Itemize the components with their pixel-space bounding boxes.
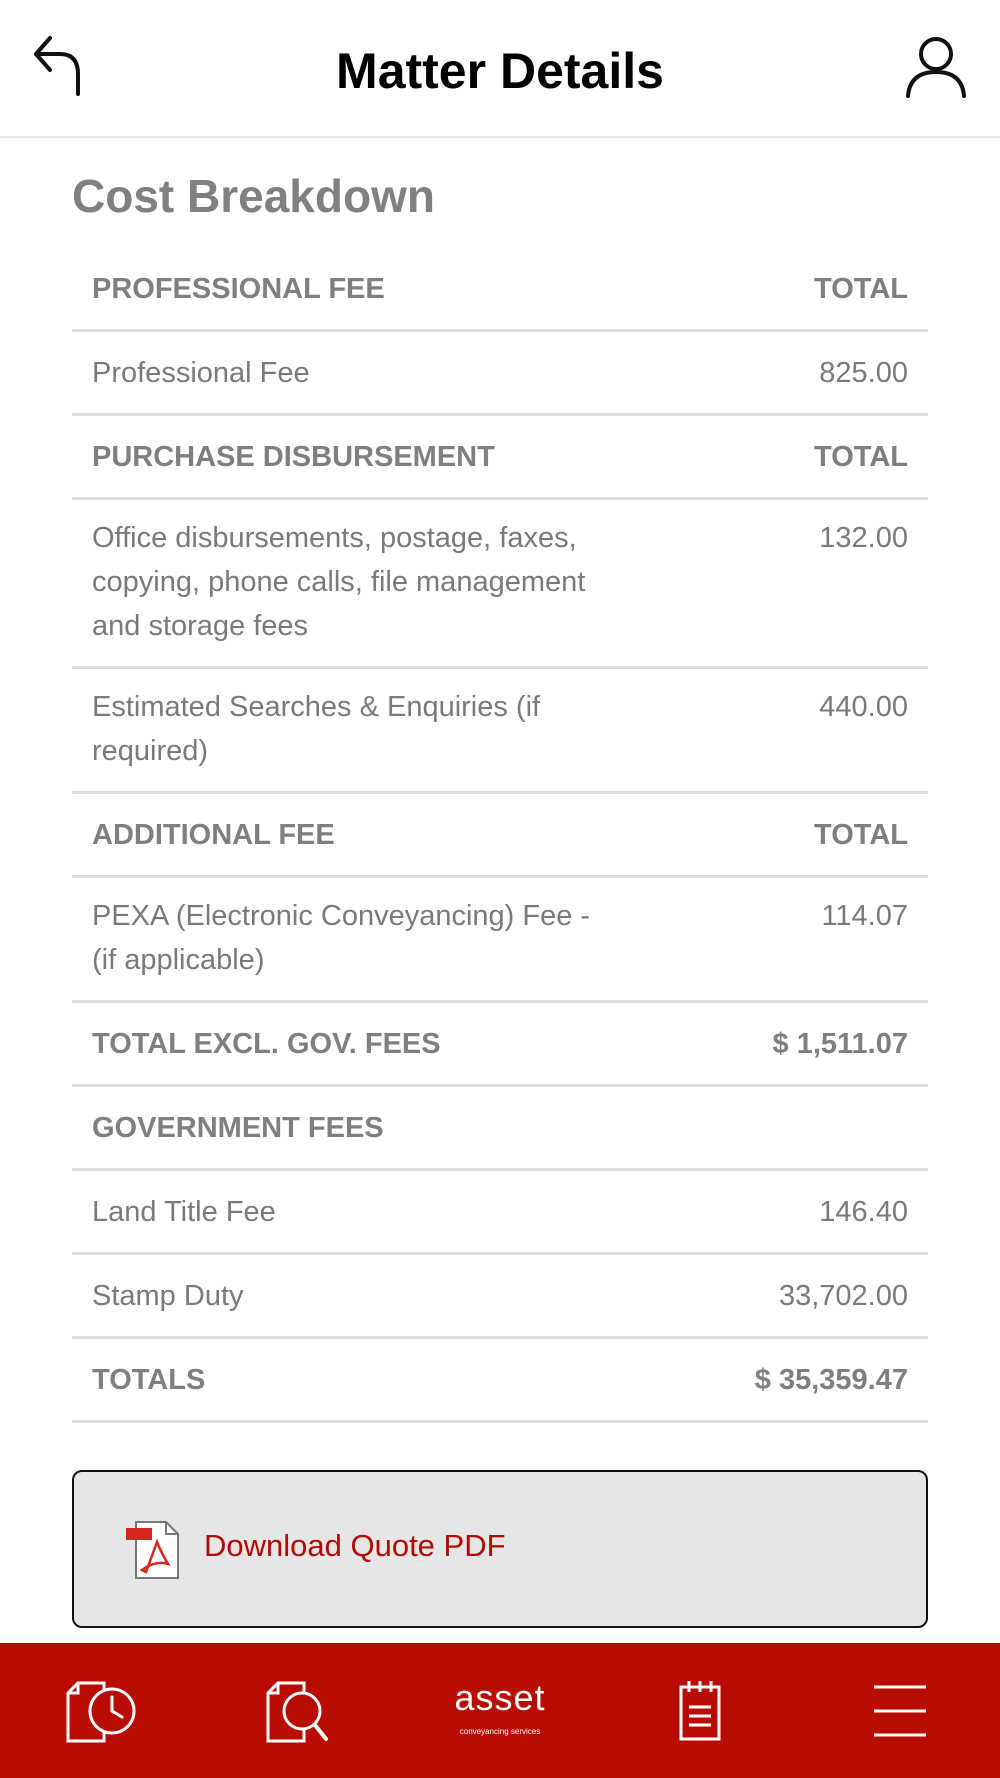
user-profile-icon[interactable] <box>904 34 968 100</box>
table-row <box>72 500 928 669</box>
cost-breakdown-section <box>72 138 928 1423</box>
download-quote-pdf-button[interactable] <box>72 1470 928 1628</box>
page-title: Matter Details <box>336 43 664 99</box>
table-row <box>72 669 928 794</box>
download-label: Download Quote PDF <box>204 1528 506 1563</box>
asset-logo: asset <box>454 1677 546 1718</box>
row-label: ADDITIONAL FEE <box>92 818 335 851</box>
row-amount: 825.00 <box>819 356 908 389</box>
bottom-nav-bar <box>0 1643 1000 1778</box>
row-label: Professional Fee <box>92 356 310 389</box>
row-label: TOTALS <box>92 1363 206 1396</box>
table-row <box>72 878 928 1003</box>
row-amount: 132.00 <box>819 522 908 554</box>
totals-row <box>72 1339 928 1423</box>
row-amount: 33,702.00 <box>778 1279 908 1312</box>
row-amount: 440.00 <box>819 691 908 723</box>
nav-document-clock[interactable] <box>40 1643 160 1778</box>
table-row <box>72 1171 928 1255</box>
app-header <box>0 0 1000 138</box>
table-row <box>72 1255 928 1339</box>
row-label: PROFESSIONAL FEE <box>92 272 385 305</box>
row-label: Office disbursements, postage, faxes, copying, phone calls, file management and storage fees <box>92 522 586 642</box>
row-label: Estimated Searches & Enquiries (if required) <box>92 691 541 767</box>
row-amount: $ 35,359.47 <box>754 1363 908 1396</box>
row-amount: 146.40 <box>819 1195 908 1228</box>
document-clock-icon <box>64 1681 140 1743</box>
row-label: GOVERNMENT FEES <box>92 1111 384 1144</box>
row-label: Stamp Duty <box>92 1279 244 1312</box>
nav-asset-logo[interactable] <box>440 1643 560 1778</box>
table-row <box>72 332 928 416</box>
section-title: Cost Breakdown <box>72 170 435 222</box>
nav-document-search[interactable] <box>240 1643 360 1778</box>
menu-icon <box>872 1683 928 1739</box>
professional-fee-header-row <box>72 248 928 332</box>
row-amount: 114.07 <box>821 900 908 932</box>
nav-notepad[interactable] <box>640 1643 760 1778</box>
row-total-label: TOTAL <box>814 440 908 473</box>
row-label: PEXA (Electronic Conveyancing) Fee - (if applicable) <box>92 900 591 976</box>
row-label: TOTAL EXCL. GOV. FEES <box>92 1027 441 1060</box>
purchase-disbursement-header-row <box>72 416 928 500</box>
nav-menu[interactable] <box>840 1643 960 1778</box>
row-total-label: TOTAL <box>814 818 908 851</box>
government-fees-header-row <box>72 1087 928 1171</box>
row-total-label: TOTAL <box>814 272 908 305</box>
asset-logo-subtext: conveyancing services <box>459 1727 541 1736</box>
pdf-file-icon <box>124 1520 182 1580</box>
subtotal-row <box>72 1003 928 1087</box>
row-amount: $ 1,511.07 <box>772 1027 908 1060</box>
row-label: Land Title Fee <box>92 1195 276 1228</box>
row-label: PURCHASE DISBURSEMENT <box>92 440 495 473</box>
additional-fee-header-row <box>72 794 928 878</box>
notepad-icon <box>678 1679 722 1741</box>
document-search-icon <box>264 1681 340 1747</box>
